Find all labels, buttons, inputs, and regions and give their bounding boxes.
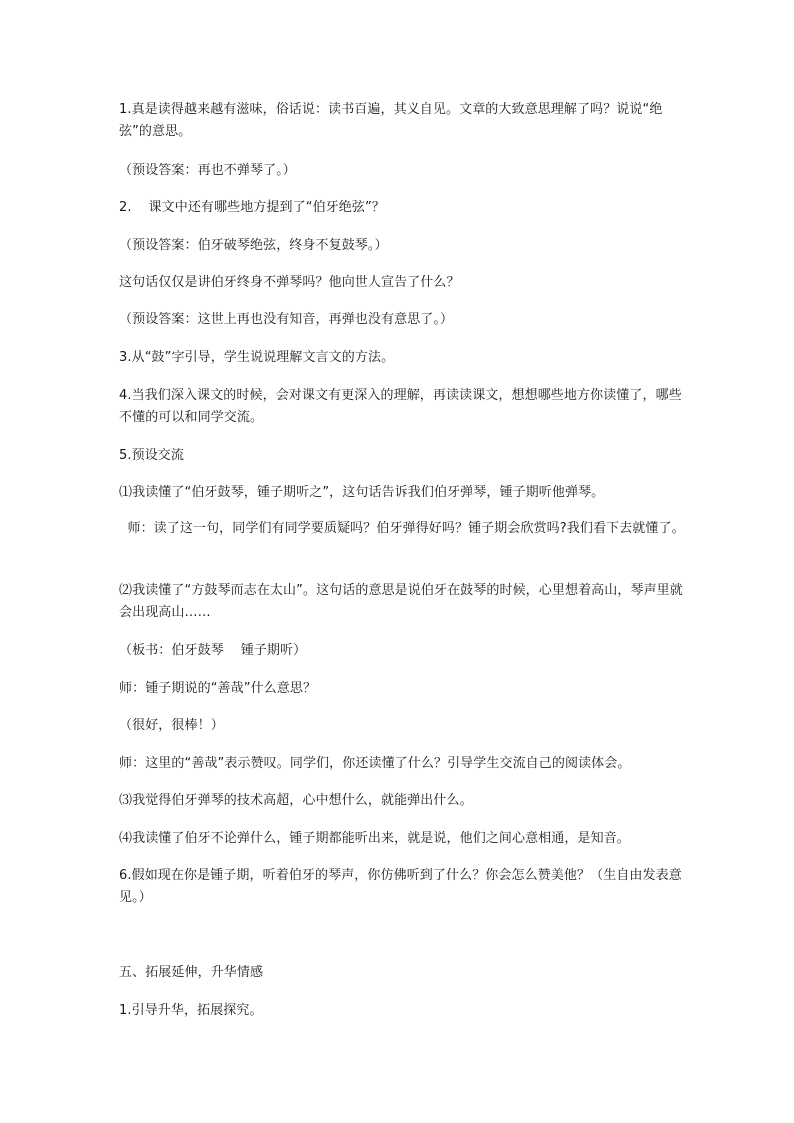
- teacher-note-1-paragraph: 师：读了这一句，同学们有同学要质疑吗？伯牙弹得好吗？锺子期会欣赏吗?我们看下去就懂了。: [119, 521, 685, 536]
- board-writing-paragraph: （板书：伯牙鼓琴 锺子期听）: [119, 643, 307, 658]
- praise-paragraph: （很好，很棒！）: [119, 718, 224, 733]
- question-1-paragraph: 1.真是读得越来越有滋味，俗话说：读书百遍，其义自见。文章的大致意思理解了吗？说说“绝弦”的意思。: [119, 102, 663, 139]
- section-5-heading: 五、拓展延伸，升华情感: [119, 965, 264, 980]
- answer-3-paragraph: （预设答案：这世上再也没有知音，再弹也没有意思了。）: [119, 312, 454, 327]
- teacher-note-2-paragraph: 师：这里的“善哉”表示赞叹。同学们，你还读懂了什么？引导学生交流自己的阅读体会。: [119, 756, 631, 771]
- item-3-paragraph: 3.从“鼓”字引导，学生说说理解文言文的方法。: [119, 350, 395, 365]
- item-4-paragraph: 4.当我们深入课文的时候，会对课文有更深入的理解，再读读课文，想想哪些地方你读懂了，哪些不懂的可以和同学交流。: [119, 388, 682, 425]
- follow-up-question-paragraph: 这句话仅仅是讲伯牙终身不弹琴吗？他向世人宣告了什么？: [119, 275, 460, 290]
- item-6-paragraph: 6.假如现在你是锺子期，听着伯牙的琴声，你仿佛听到了什么？你会怎么赞美他？（生自由发表意见。）: [119, 868, 682, 905]
- answer-1-paragraph: （预设答案：再也不弹琴了。）: [119, 163, 296, 178]
- exchange-2-paragraph: ⑵我读懂了“方鼓琴而志在太山”。这句话的意思是说伯牙在鼓琴的时候，心里想着高山，琴声里就会出现高山……: [119, 583, 683, 620]
- exchange-1-paragraph: ⑴我读懂了“伯牙鼓琴，锺子期听之”，这句话告诉我们伯牙弹琴，锺子期听他弹琴。: [119, 485, 605, 500]
- question-2-paragraph: 2. 课文中还有哪些地方提到了“伯牙绝弦”？: [119, 200, 385, 215]
- exchange-4-paragraph: ⑷我读懂了伯牙不论弹什么，锺子期都能听出来，就是说，他们之间心意相通，是知音。: [119, 831, 630, 846]
- answer-2-paragraph: （预设答案：伯牙破琴绝弦，终身不复鼓琴。）: [119, 238, 388, 253]
- exchange-3-paragraph: ⑶我觉得伯牙弹琴的技术高超，心中想什么，就能弹出什么。: [119, 793, 473, 808]
- section-5-item-1-paragraph: 1.引导升华，拓展探究。: [119, 1003, 263, 1018]
- item-5-heading: 5.预设交流: [119, 448, 185, 463]
- teacher-question-paragraph: 师：锺子期说的“善哉”什么意思？: [119, 681, 317, 696]
